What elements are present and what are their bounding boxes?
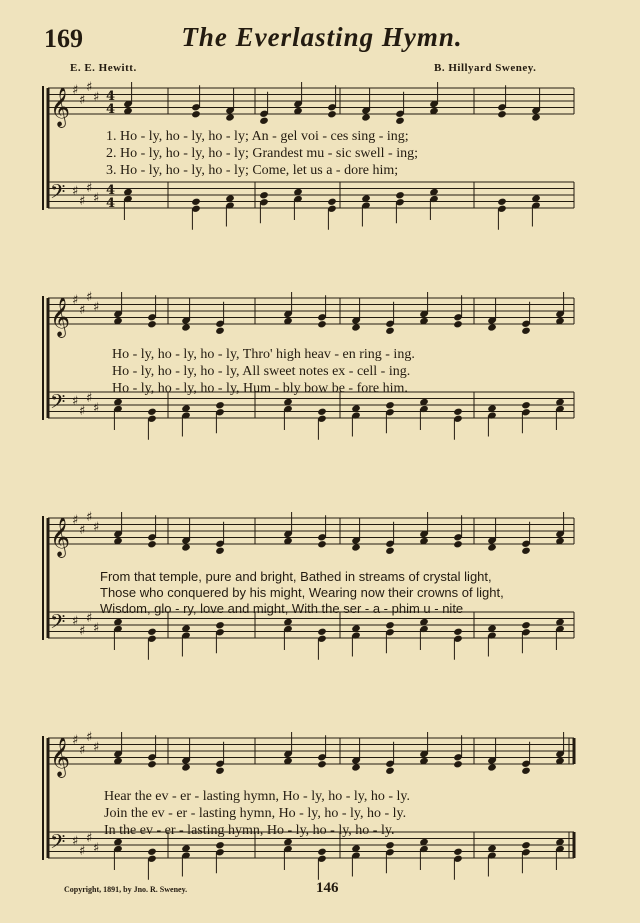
note-head — [191, 110, 201, 118]
treble-clef-icon: 𝄞 — [50, 87, 71, 127]
note-head — [521, 547, 531, 555]
sharp-icon: ♯ — [86, 831, 93, 846]
time-signature-icon: 4 — [106, 183, 116, 198]
hymn-title: The Everlasting Hymn. — [181, 22, 463, 52]
system-1-verse-2: 2. Ho - ly, ho - ly, ho - ly; Grandest mu - sic swell - ing; — [106, 146, 418, 161]
note-head — [453, 540, 463, 548]
note-head — [215, 841, 225, 849]
sharp-icon: ♯ — [79, 194, 86, 209]
sharp-icon: ♯ — [72, 614, 79, 629]
treble-clef-icon: 𝄞 — [50, 517, 71, 557]
note-head — [351, 323, 361, 331]
sharp-icon: ♯ — [93, 621, 100, 636]
sharp-icon: ♯ — [93, 520, 100, 535]
treble-clef-icon: 𝄞 — [50, 737, 71, 777]
note-head — [317, 540, 327, 548]
note-head — [521, 841, 531, 849]
note-head — [225, 113, 235, 121]
author-credit: E. E. Hewitt. — [70, 62, 137, 74]
note-head — [453, 320, 463, 328]
note-head — [487, 323, 497, 331]
bass-clef-icon: 𝄢 — [50, 390, 66, 418]
bass-clef-icon: 𝄢 — [50, 610, 66, 638]
note-head — [395, 191, 405, 199]
note-head — [215, 621, 225, 629]
sharp-icon: ♯ — [79, 844, 86, 859]
sharp-icon: ♯ — [93, 401, 100, 416]
hymn-number: 169 — [44, 24, 83, 53]
note-head — [521, 401, 531, 409]
note-head — [147, 408, 157, 416]
note-head — [317, 408, 327, 416]
bass-clef-icon: 𝄢 — [50, 830, 66, 858]
note-head — [259, 191, 269, 199]
note-head — [487, 763, 497, 771]
note-head — [487, 543, 497, 551]
note-head — [385, 621, 395, 629]
sharp-icon: ♯ — [72, 733, 79, 748]
note-head — [147, 540, 157, 548]
note-head — [147, 320, 157, 328]
sharp-icon: ♯ — [79, 523, 86, 538]
note-head — [317, 320, 327, 328]
sharp-icon: ♯ — [79, 303, 86, 318]
note-head — [327, 198, 337, 206]
note-head — [497, 198, 507, 206]
system-4-verse-1: Hear the ev - er - lasting hymn, Ho - ly, ho - ly, ho - ly. — [104, 789, 410, 804]
note-head — [385, 327, 395, 335]
sharp-icon: ♯ — [86, 510, 93, 525]
bass-clef-icon: 𝄢 — [50, 180, 66, 208]
note-head — [395, 117, 405, 125]
treble-clef-icon: 𝄞 — [50, 297, 71, 337]
sharp-icon: ♯ — [79, 93, 86, 108]
note-head — [453, 628, 463, 636]
note-head — [351, 763, 361, 771]
note-head — [181, 543, 191, 551]
sharp-icon: ♯ — [86, 290, 93, 305]
copyright-notice: Copyright, 1891, by Jno. R. Sweney. — [64, 885, 188, 894]
note-head — [351, 543, 361, 551]
sharp-icon: ♯ — [86, 80, 93, 95]
sharp-icon: ♯ — [72, 513, 79, 528]
note-head — [521, 327, 531, 335]
system-4-verse-2: Join the ev - er - lasting hymn, Ho - ly, ho - ly, ho - ly. — [104, 806, 407, 821]
sharp-icon: ♯ — [86, 391, 93, 406]
note-head — [531, 113, 541, 121]
sharp-icon: ♯ — [79, 624, 86, 639]
note-head — [453, 848, 463, 856]
note-head — [521, 621, 531, 629]
system-4-verse-3: In the ev - er - lasting hymn, Ho - ly, ho - ly, ho - ly. — [104, 823, 395, 838]
note-head — [317, 628, 327, 636]
note-head — [147, 628, 157, 636]
composer-credit: B. Hillyard Sweney. — [434, 62, 537, 74]
sharp-icon: ♯ — [93, 90, 100, 105]
time-signature-icon: 4 — [106, 102, 116, 117]
system-2-verse-2: Ho - ly, ho - ly, ho - ly, All sweet notes ex - cell - ing. — [112, 364, 411, 379]
sharp-icon: ♯ — [93, 740, 100, 755]
sharp-icon: ♯ — [93, 300, 100, 315]
sharp-icon: ♯ — [72, 834, 79, 849]
note-head — [215, 327, 225, 335]
sharp-icon: ♯ — [79, 743, 86, 758]
note-head — [147, 760, 157, 768]
page-number: 146 — [316, 880, 339, 896]
sharp-icon: ♯ — [86, 611, 93, 626]
time-signature-icon: 4 — [106, 196, 116, 211]
note-head — [259, 117, 269, 125]
sharp-icon: ♯ — [86, 730, 93, 745]
note-head — [327, 110, 337, 118]
system-3-verse-3: Wisdom, glo - ry, love and might, With the ser - a - phim u - nite — [100, 601, 464, 616]
note-head — [147, 848, 157, 856]
note-head — [385, 547, 395, 555]
note-head — [497, 110, 507, 118]
note-head — [385, 767, 395, 775]
note-head — [317, 760, 327, 768]
note-head — [385, 841, 395, 849]
note-head — [215, 547, 225, 555]
note-head — [215, 767, 225, 775]
sharp-icon: ♯ — [72, 394, 79, 409]
system-1-verse-1: 1. Ho - ly, ho - ly, ho - ly; An - gel voi - ces sing - ing; — [106, 129, 409, 144]
sharp-icon: ♯ — [79, 404, 86, 419]
sharp-icon: ♯ — [72, 293, 79, 308]
note-head — [361, 113, 371, 121]
note-head — [385, 401, 395, 409]
system-2-verse-1: Ho - ly, ho - ly, ho - ly, Thro' high heav - en ring - ing. — [112, 347, 415, 362]
system-1-verse-3: 3. Ho - ly, ho - ly, ho - ly; Come, let us a - dore him; — [106, 163, 399, 178]
sharp-icon: ♯ — [86, 181, 93, 196]
note-head — [453, 408, 463, 416]
note-head — [191, 198, 201, 206]
system-3-verse-2: Those who conquered by his might, Wearing now their crowns of light, — [100, 585, 504, 600]
note-head — [317, 848, 327, 856]
sharp-icon: ♯ — [93, 841, 100, 856]
note-head — [521, 767, 531, 775]
time-signature-icon: 4 — [106, 89, 116, 104]
system-3-verse-1: From that temple, pure and bright, Bathed in streams of crystal light, — [100, 569, 492, 584]
system-2-verse-3: Ho - ly, ho - ly, ho - ly, Hum - bly bow be - fore him. — [112, 381, 408, 396]
note-head — [215, 401, 225, 409]
sharp-icon: ♯ — [93, 191, 100, 206]
note-head — [181, 323, 191, 331]
note-head — [453, 760, 463, 768]
note-head — [181, 763, 191, 771]
sharp-icon: ♯ — [72, 184, 79, 199]
sharp-icon: ♯ — [72, 83, 79, 98]
